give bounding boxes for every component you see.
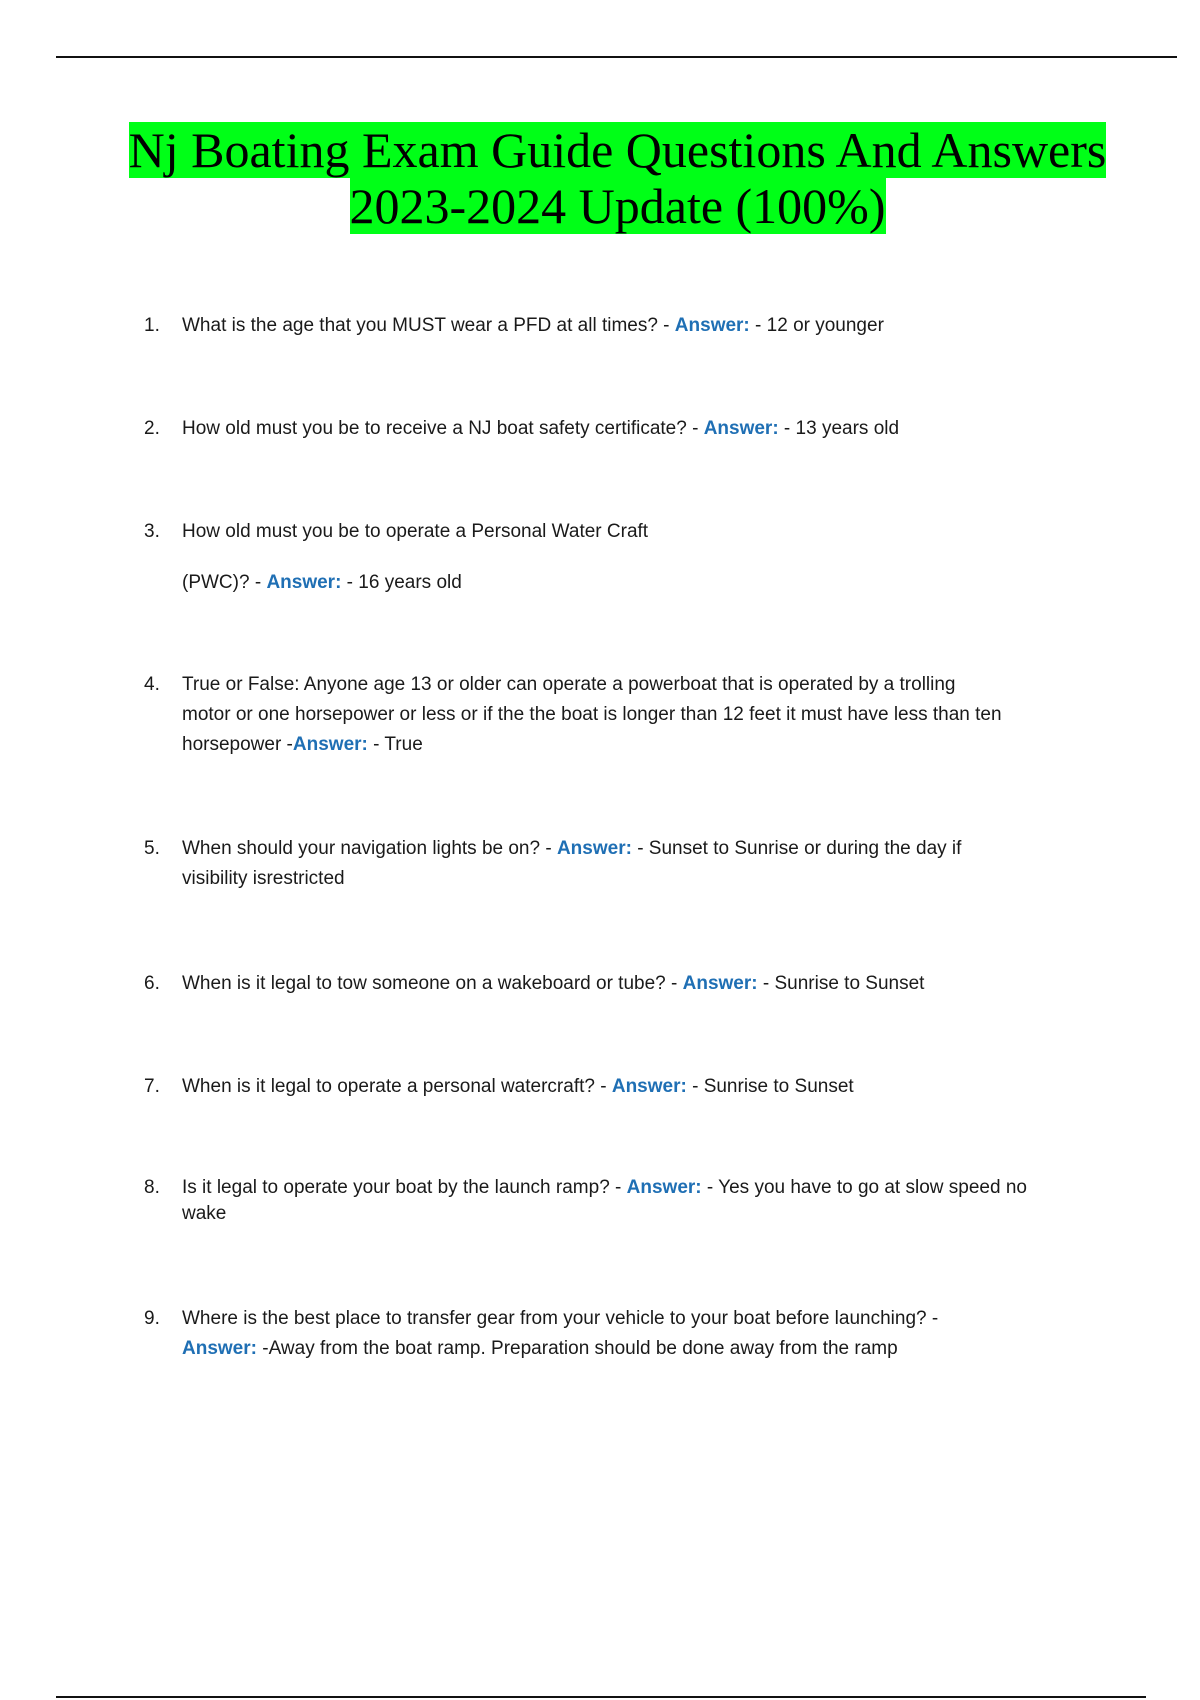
answer-text-continued: visibility isrestricted (182, 868, 345, 889)
question-number: 7. (144, 1076, 160, 1097)
answer-label: Answer: (674, 315, 750, 336)
question-number: 1. (144, 315, 160, 336)
question-number: 2. (144, 418, 160, 439)
question-text-continued: (PWC)? - (182, 572, 267, 593)
answer-label: Answer: (626, 1177, 702, 1198)
answer-text: - Sunset to Sunrise or during the day if (631, 838, 962, 859)
answer-label: Answer: (703, 418, 779, 439)
answer-text-continued: wake (182, 1203, 227, 1224)
header-rule (56, 56, 1177, 58)
answer-label: Answer: (556, 838, 632, 859)
question-text: How old must you be to operate a Personal Water Craft (182, 521, 649, 542)
question-text: How old must you be to receive a NJ boat safety certificate? - (182, 418, 704, 439)
answer-label: Answer: (292, 734, 368, 755)
footer-rule (56, 1696, 1146, 1698)
document-title (0, 122, 1200, 234)
question-number: 6. (144, 973, 160, 994)
question-text: True or False: Anyone age 13 or older can operate a powerboat that is operated by a trolling (182, 674, 956, 695)
question-text: When is it legal to tow someone on a wakeboard or tube? - (182, 973, 683, 994)
title-line-1: Nj Boating Exam Guide Questions And Answers (128, 122, 1107, 178)
answer-text: - 16 years old (341, 572, 462, 593)
answer-label: Answer: (682, 973, 758, 994)
answer-label: Answer: (182, 1338, 257, 1359)
title-line-2: 2023-2024 Update (100%) (349, 178, 886, 234)
question-number: 8. (144, 1177, 160, 1198)
answer-label: Answer: (611, 1076, 687, 1097)
answer-text: - Sunrise to Sunset (757, 973, 925, 994)
question-text-continued: motor or one horsepower or less or if the the boat is longer than 12 feet it must have less than ten (182, 704, 1002, 725)
answer-text: -Away from the boat ramp. Preparation should be done away from the ramp (256, 1338, 898, 1359)
answer-text: - Yes you have to go at slow speed no (701, 1177, 1027, 1198)
answer-text: - True (367, 734, 423, 755)
question-text-end: horsepower - (182, 734, 293, 755)
question-number: 3. (144, 521, 160, 542)
question-number: 4. (144, 674, 160, 695)
answer-text: - 13 years old (778, 418, 900, 439)
question-number: 9. (144, 1308, 160, 1329)
answer-text: - 12 or younger (749, 315, 884, 336)
question-text: What is the age that you MUST wear a PFD at all times? - (182, 315, 675, 336)
answer-text: - Sunrise to Sunset (686, 1076, 854, 1097)
question-text: When is it legal to operate a personal watercraft? - (182, 1076, 612, 1097)
answer-label: Answer: (266, 572, 342, 593)
question-text: Where is the best place to transfer gear from your vehicle to your boat before launching? - (182, 1308, 939, 1329)
question-text: Is it legal to operate your boat by the launch ramp? - (182, 1177, 627, 1198)
question-number: 5. (144, 838, 160, 859)
question-text: When should your navigation lights be on? - (182, 838, 557, 859)
